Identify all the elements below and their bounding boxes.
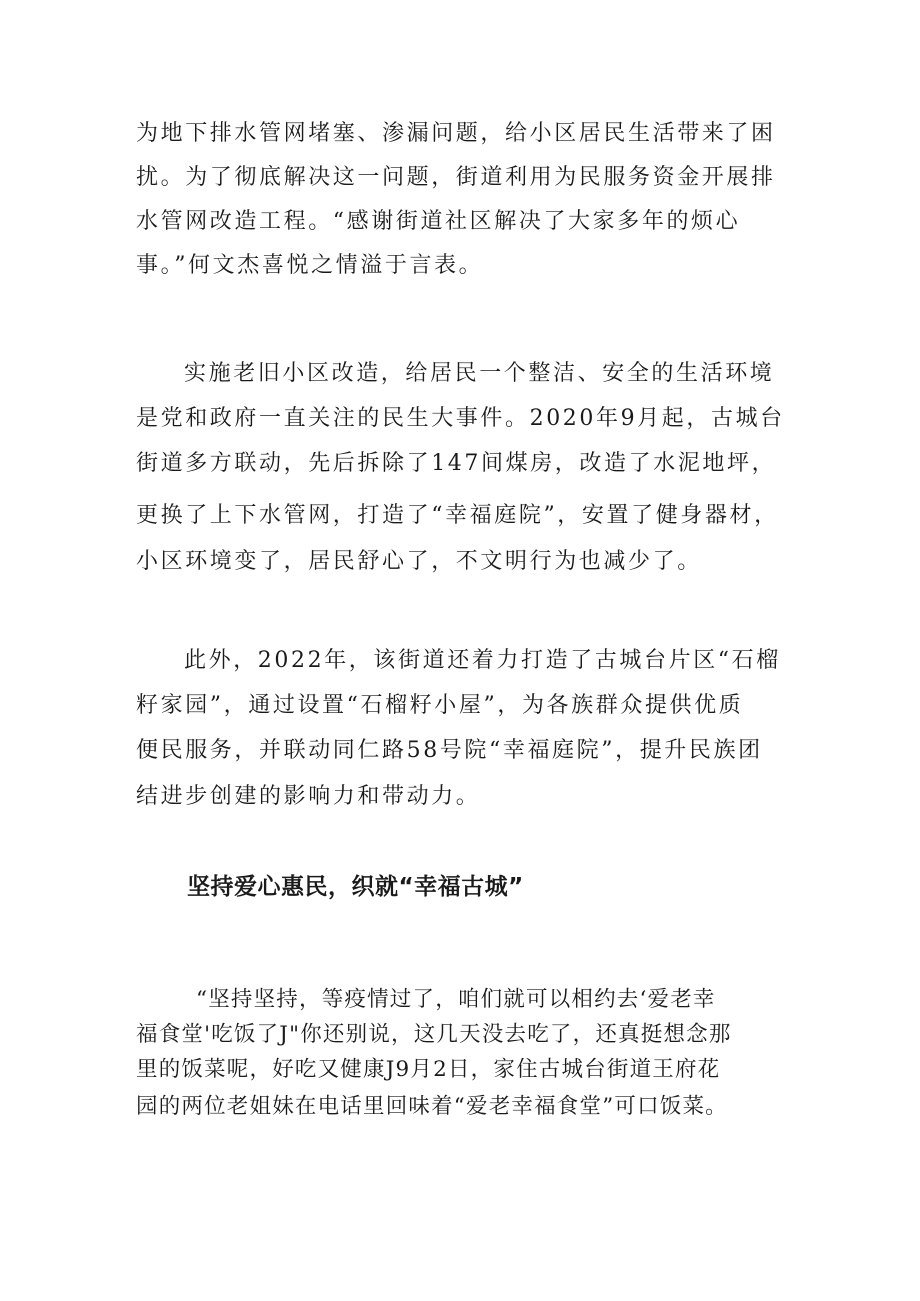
paragraph-3-line-3: 便民服务，并联动同仁路58号院“幸福庭院”，提升民族团	[136, 738, 763, 763]
paragraph-2-line-3: 街道多方联动，先后拆除了147间煤房，改造了水泥地坪，	[136, 451, 777, 476]
paragraph-3-line-4: 结进步创建的影响力和带动力。	[136, 784, 481, 809]
paragraph-1-line-3: 水管网改造工程。“感谢街道社区解决了大家多年的烦心	[136, 209, 741, 234]
paragraph-4-line-2: 福食堂'吃饭了J"你还别说，这几天没去吃了，还真挺想念那	[136, 1022, 732, 1047]
paragraph-3-line-2: 籽家园”，通过设置“石榴籽小屋”，为各族群众提供优质	[136, 693, 744, 718]
paragraph-1-line-2: 扰。为了彻底解决这一问题，街道利用为民服务资金开展排	[136, 165, 776, 190]
paragraph-2-line-5: 小区环境变了，居民舒心了，不文明行为也减少了。	[136, 549, 702, 574]
paragraph-4-line-3: 里的饭菜呢，好吃又健康J9月2日，家住古城台街道王府花	[136, 1057, 721, 1082]
paragraph-1-line-1: 为地下排水管网堵塞、渗漏问题，给小区居民生活带来了困	[136, 121, 776, 146]
paragraph-2-line-2: 是党和政府一直关注的民生大事件。2020年9月起，古城台	[136, 406, 785, 431]
section-heading: 坚持爱心惠民，织就“幸福古城”	[187, 874, 524, 900]
paragraph-2-line-1: 实施老旧小区改造，给居民一个整洁、安全的生活环境	[184, 361, 775, 386]
paragraph-1-line-4: 事。”何文杰喜悦之情溢于言表。	[136, 253, 484, 278]
paragraph-4-line-1: “坚持坚持，等疫情过了，咱们就可以相约去‘爱老幸	[196, 987, 716, 1012]
paragraph-3-line-1: 此外，2022年，该街道还着力打造了古城台片区“石榴	[184, 648, 781, 673]
paragraph-2-line-4: 更换了上下水管网，打造了“幸福庭院”，安置了健身器材，	[136, 503, 779, 528]
paragraph-4-line-4: 园的两位老姐妹在电话里回味着“爱老幸福食堂”可口饭菜。	[136, 1094, 728, 1119]
